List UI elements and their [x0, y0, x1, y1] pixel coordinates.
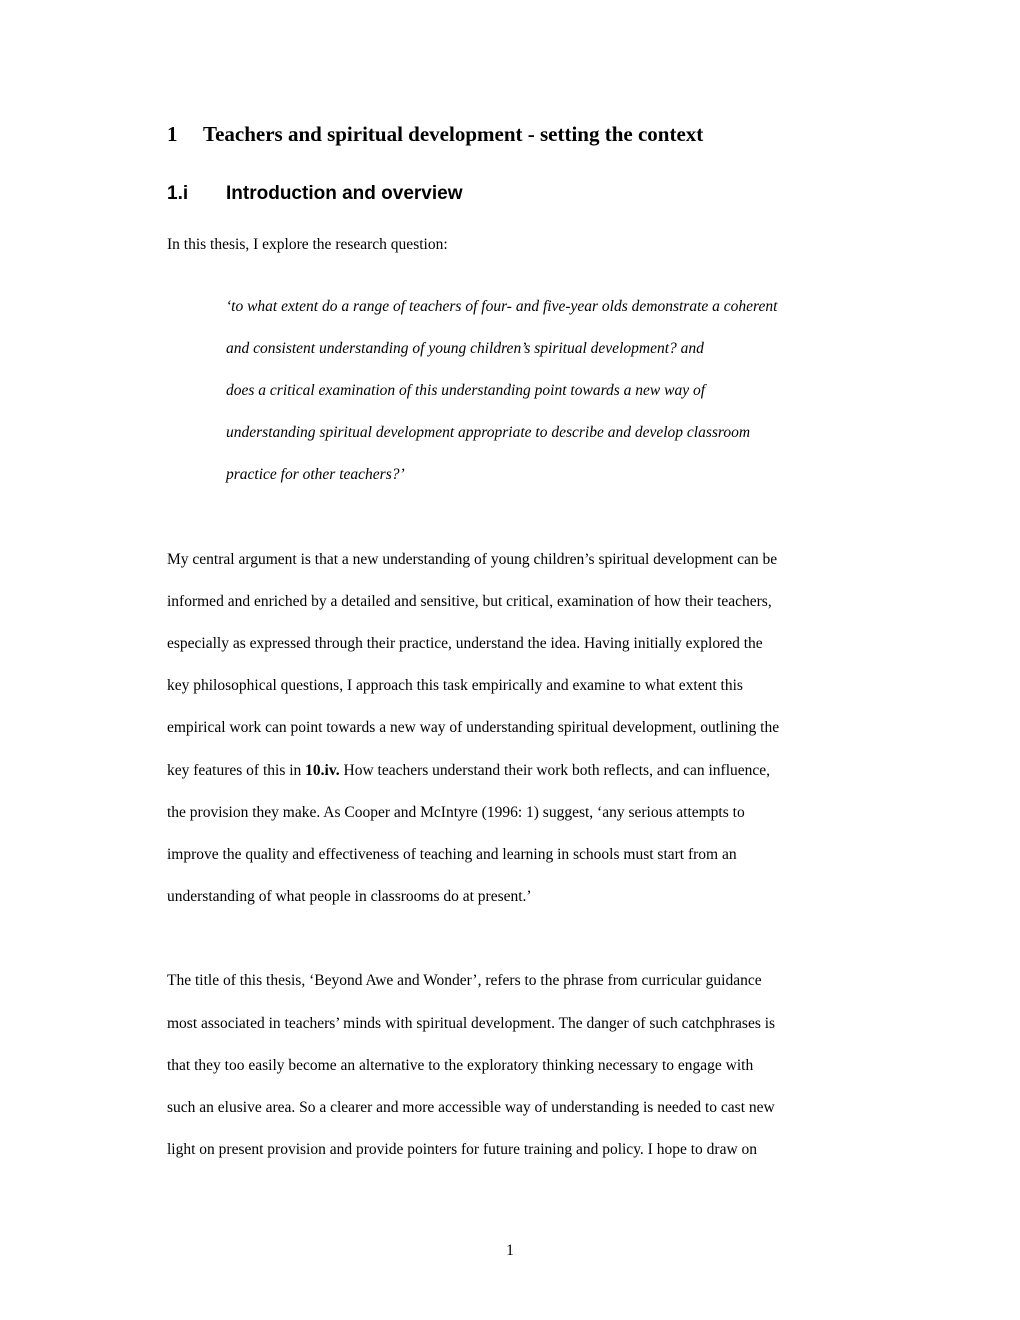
paragraph-line: My central argument is that a new understanding of young children’s spiritual development can be — [167, 551, 778, 568]
section-reference: 10.iv. — [305, 762, 340, 779]
section-number: 1.i — [167, 183, 189, 204]
section-heading — [167, 180, 462, 208]
paragraph-line: empirical work can point towards a new way of understanding spiritual development, outlining the — [167, 719, 780, 736]
line-text: How teachers understand their work both reflects, and can influence, — [339, 762, 771, 779]
intro-line: In this thesis, I explore the research question: — [167, 236, 448, 253]
paragraph-line: the provision they make. As Cooper and McIntyre (1996: 1) suggest, ‘any serious attempts to — [167, 804, 745, 821]
paragraph-line — [167, 761, 770, 781]
paragraph-line: such an elusive area. So a clearer and more accessible way of understanding is needed to cast new — [167, 1099, 775, 1116]
quote-line: practice for other teachers?’ — [226, 466, 405, 483]
chapter-number: 1 — [167, 122, 178, 146]
paragraph-line: improve the quality and effectiveness of teaching and learning in schools must start from an — [167, 846, 737, 863]
quote-line: understanding spiritual development appropriate to describe and develop classroom — [226, 424, 751, 441]
paragraph-line: especially as expressed through their practice, understand the idea. Having initially explored the — [167, 635, 763, 652]
paragraph-line: understanding of what people in classrooms do at present.’ — [167, 888, 532, 905]
page-number: 1 — [506, 1242, 514, 1259]
quote-line: ‘to what extent do a range of teachers of four- and five-year olds demonstrate a coherent — [226, 298, 778, 315]
chapter-title: Teachers and spiritual development - setting the context — [203, 122, 704, 146]
paragraph-line: light on present provision and provide pointers for future training and policy. I hope to draw on — [167, 1141, 758, 1158]
section-title: Introduction and overview — [226, 183, 463, 204]
chapter-heading — [167, 118, 703, 150]
paragraph-line: The title of this thesis, ‘Beyond Awe and Wonder’, refers to the phrase from curricular guidance — [167, 972, 762, 989]
paragraph-line: key philosophical questions, I approach this task empirically and examine to what extent this — [167, 677, 743, 694]
paragraph-line: informed and enriched by a detailed and sensitive, but critical, examination of how their teachers, — [167, 593, 772, 610]
line-text: key features of this in — [167, 762, 306, 779]
paragraph-line: that they too easily become an alternative to the exploratory thinking necessary to engage with — [167, 1057, 754, 1074]
quote-line: and consistent understanding of young children’s spiritual development? and — [226, 340, 704, 357]
paragraph-line: most associated in teachers’ minds with spiritual development. The danger of such catchphrases is — [167, 1015, 776, 1032]
quote-line: does a critical examination of this understanding point towards a new way of — [226, 382, 706, 399]
